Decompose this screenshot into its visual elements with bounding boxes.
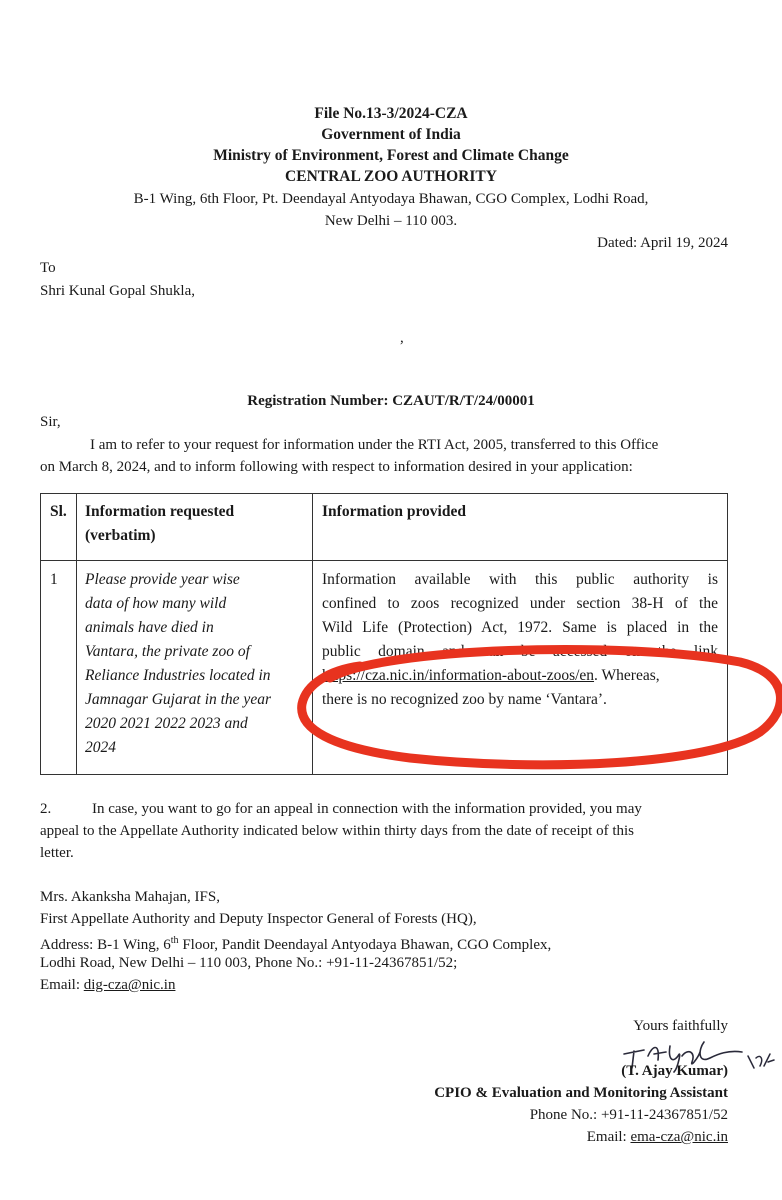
provided-last-line: there is no recognized zoo by name ‘Vantara’. [322, 691, 607, 708]
letter-date: Dated: April 19, 2024 [597, 235, 728, 251]
closing: Yours faithfully [633, 1018, 728, 1034]
appeal-line-3: letter. [40, 845, 74, 861]
signatory-email-line [587, 1129, 728, 1146]
recipient-name: Shri Kunal Gopal Shukla, [40, 283, 195, 299]
requested-line: 2020 2021 2022 2023 and [85, 715, 248, 732]
appellate-designation: First Appellate Authority and Deputy Inspector General of Forests (HQ), [40, 911, 477, 927]
requested-line: Vantara, the private zoo of [85, 643, 250, 660]
appellate-name: Mrs. Akanksha Mahajan, IFS, [40, 889, 220, 905]
header-requested: Information requested [85, 503, 235, 520]
provided-line: confined to zoos recognized under section 38-H of the [322, 595, 718, 612]
table-column-divider [76, 494, 77, 774]
header-provided: Information provided [322, 503, 466, 520]
authority-line: CENTRAL ZOO AUTHORITY [285, 168, 497, 185]
intro-line-2: on March 8, 2024, and to inform following with respect to information desired in your application: [40, 459, 633, 475]
zoo-info-link[interactable]: https://cza.nic.in/information-about-zoos/en [322, 667, 595, 684]
stray-mark: , [400, 330, 404, 346]
address-line-1: B-1 Wing, 6th Floor, Pt. Deendayal Antyodaya Bhawan, CGO Complex, Lodhi Road, [133, 191, 649, 207]
requested-line: Reliance Industries located in [85, 667, 271, 684]
signatory-email-label: Email: [586, 1129, 631, 1145]
appeal-line-1: In case, you want to go for an appeal in connection with the information provided, you may [92, 801, 642, 817]
header-requested-verbatim: (verbatim) [85, 527, 156, 544]
ministry-line: Ministry of Environment, Forest and Climate Change [213, 147, 569, 164]
table-row-divider [41, 560, 727, 561]
row-sl: 1 [50, 571, 58, 588]
appellate-address-line-2: Lodhi Road, New Delhi – 110 003, Phone No.: +91-11-24367851/52; [40, 955, 458, 971]
appeal-number: 2. [40, 801, 52, 817]
signatory-designation: CPIO & Evaluation and Monitoring Assistant [434, 1085, 728, 1101]
red-ellipse-annotation [290, 640, 782, 780]
appellate-email-link[interactable]: dig-cza@nic.in [83, 977, 176, 993]
government-line: Government of India [321, 126, 461, 143]
appeal-line-2: appeal to the Appellate Authority indicated below within thirty days from the date of receipt of this [40, 823, 635, 839]
address-line-2: New Delhi – 110 003. [324, 213, 458, 229]
signatory-name: (T. Ajay Kumar) [621, 1063, 728, 1079]
to-label: To [40, 260, 56, 276]
intro-line-1: I am to refer to your request for information under the RTI Act, 2005, transferred to this Office [90, 437, 659, 453]
provided-link-suffix: . Whereas, [594, 667, 660, 684]
header-sl: Sl. [50, 503, 67, 520]
appellate-address-sup: th [170, 935, 179, 946]
registration-number: Registration Number: CZAUT/R/T/24/00001 [247, 393, 535, 409]
salutation: Sir, [40, 414, 61, 430]
file-number: File No.13-3/2024-CZA [314, 105, 468, 122]
appellate-address-part: Floor, Pandit Deendayal Antyodaya Bhawan, CGO Complex, [178, 937, 552, 953]
signatory-phone: Phone No.: +91-11-24367851/52 [529, 1107, 728, 1123]
appellate-email-line [40, 974, 175, 996]
requested-line: Jamnagar Gujarat in the year [85, 691, 271, 708]
requested-line: data of how many wild [85, 595, 227, 612]
appellate-email-label: Email: [40, 977, 84, 993]
appellate-address-part: Address: B-1 Wing, 6 [40, 937, 171, 953]
requested-line: 2024 [85, 739, 116, 756]
requested-line: animals have died in [85, 619, 214, 636]
provided-line: Wild Life (Protection) Act, 1972. Same is placed in the [322, 619, 718, 636]
signatory-email-link[interactable]: ema-cza@nic.in [630, 1129, 728, 1145]
requested-line: Please provide year wise [85, 571, 240, 588]
provided-line: public domain and can be accessed on the link [322, 643, 718, 660]
provided-line: Information available with this public authority is [322, 571, 718, 588]
